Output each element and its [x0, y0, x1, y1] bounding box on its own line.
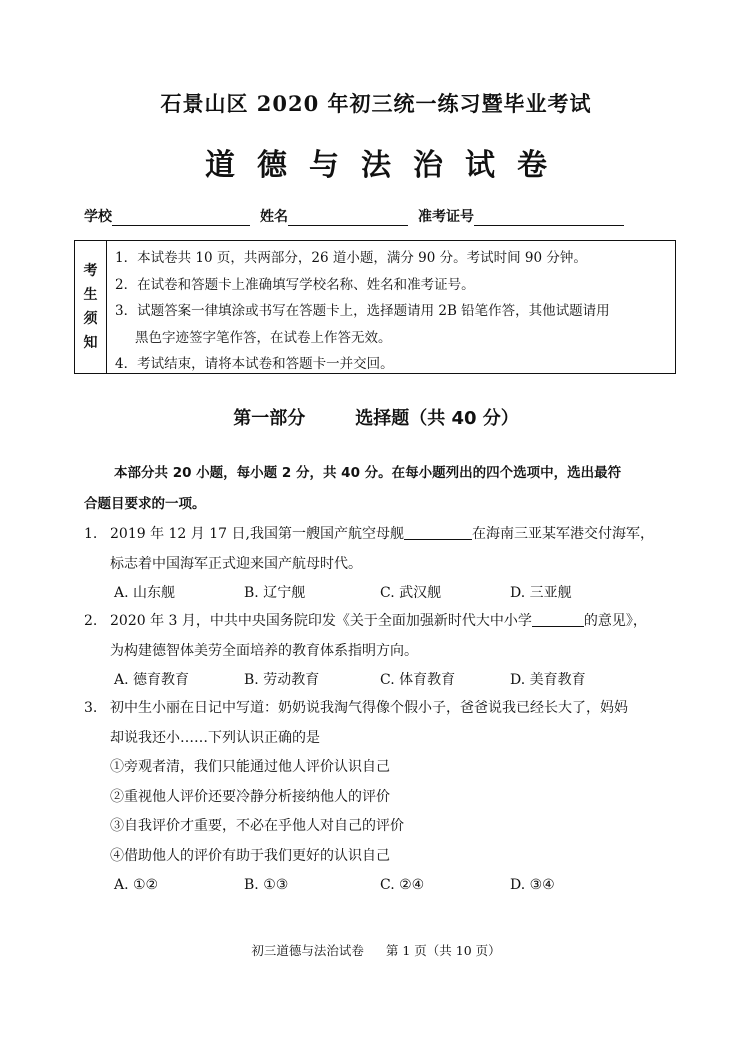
exam-id-field[interactable] — [474, 210, 624, 226]
section-name: 选择题（共 40 分） — [355, 408, 519, 429]
school-label: 学校 — [84, 209, 112, 225]
question-3: 3. 初中生小丽在日记中写道：奶奶说我淘气得像个假小子，爸爸说我已经长大了，妈妈 却说我还小……下列认识正确的是 ①旁观者清，我们只能通过他人评价认识自己 ②重视他人评价还要冷静分析接纳他人的评价 ③自我评价才重要，不必在乎他人对自己的评价 ④借助他人的评价有助于我们更好的认识自己 A. ①② B. ①③ C. ②④ D. ③④ — [84, 694, 684, 901]
answer-blank — [532, 610, 584, 627]
statement: ③自我评价才重要，不必在乎他人对自己的评价 — [110, 818, 404, 834]
page-number: 第 1 页（共 10 页） — [385, 943, 501, 958]
option-row — [84, 579, 684, 609]
option-row — [84, 666, 684, 696]
statement: ④借助他人的评价有助于我们更好的认识自己 — [110, 847, 390, 864]
candidate-notice-box — [74, 240, 676, 374]
option-a[interactable]: A. 山东舰 — [114, 585, 176, 601]
question-number: 3. — [84, 700, 98, 716]
notice-item: 1．本试卷共 10 页，共两部分，26 道小题，满分 90 分。考试时间 90 分钟。 — [115, 250, 587, 266]
statement: ②重视他人评价还要冷静分析接纳他人的评价 — [110, 788, 390, 805]
option-d[interactable]: D. 三亚舰 — [510, 585, 572, 601]
exam-id-label: 准考证号 — [418, 209, 474, 225]
option-a[interactable]: A. ①② — [114, 877, 159, 893]
notice-item: 2．在试卷和答题卡上准确填写学校名称、姓名和准考证号。 — [115, 276, 475, 293]
section-part: 第一部分 — [233, 408, 306, 429]
subject-title: 道德与法治试卷 — [205, 148, 569, 183]
option-c[interactable]: C. 武汉舰 — [380, 585, 442, 601]
option-b[interactable]: B. 辽宁舰 — [244, 585, 306, 601]
option-d[interactable]: D. 美育教育 — [510, 672, 586, 688]
notice-item: 黑色字迹签字笔作答，在试卷上作答无效。 — [135, 329, 392, 346]
footer-subject: 初三道德与法治试卷 — [251, 943, 364, 958]
option-c[interactable]: C. 体育教育 — [380, 672, 456, 688]
question-2: 2. 2020 年 3 月，中共中央国务院印发《关于全面加强新时代大中小学 的意见》， 为构建德智体美劳全面培养的教育体系指明方向。 A. 德育教育 B. 劳动教育 C. 体育教育 D. 美育教育 — [84, 607, 684, 696]
option-d[interactable]: D. ③④ — [510, 877, 555, 893]
question-1: 1. 2019 年 12 月 17 日,我国第一艘国产航空母舰 在海南三亚某军港交付海军， 标志着中国海军正式迎来国产航母时代。 A. 山东舰 B. 辽宁舰 C. 武汉舰 D. 三亚舰 — [84, 520, 684, 609]
student-info-row — [84, 204, 674, 226]
notice-item: 4．考试结束，请将本试卷和答题卡一并交回。 — [115, 356, 394, 372]
notice-items — [115, 245, 671, 378]
section-heading — [0, 404, 752, 430]
option-b[interactable]: B. 劳动教育 — [244, 672, 320, 688]
notice-side-label: 考 生 须 知 — [75, 241, 107, 373]
option-c[interactable]: C. ②④ — [380, 877, 425, 893]
name-field[interactable] — [288, 210, 408, 226]
option-b[interactable]: B. ①③ — [244, 877, 289, 893]
statement: ①旁观者清，我们只能通过他人评价认识自己 — [110, 759, 390, 775]
question-number: 1. — [84, 526, 98, 542]
exam-title: 石景山区 2020 年初三统一练习暨毕业考试 — [160, 91, 592, 116]
option-row — [84, 871, 684, 901]
school-field[interactable] — [112, 210, 250, 226]
page-footer — [0, 941, 752, 959]
option-a[interactable]: A. 德育教育 — [114, 672, 190, 688]
notice-item: 3．试题答案一律填涂或书写在答题卡上，选择题请用 2B 铅笔作答，其他试题请用 — [115, 303, 610, 319]
section-intro: 本部分共 20 小题，每小题 2 分，共 40 分。在每小题列出的四个选项中，选出最符 合题目要求的一项。 — [84, 465, 622, 512]
name-label: 姓名 — [260, 209, 288, 225]
answer-blank — [404, 523, 472, 540]
question-number: 2. — [84, 613, 98, 629]
